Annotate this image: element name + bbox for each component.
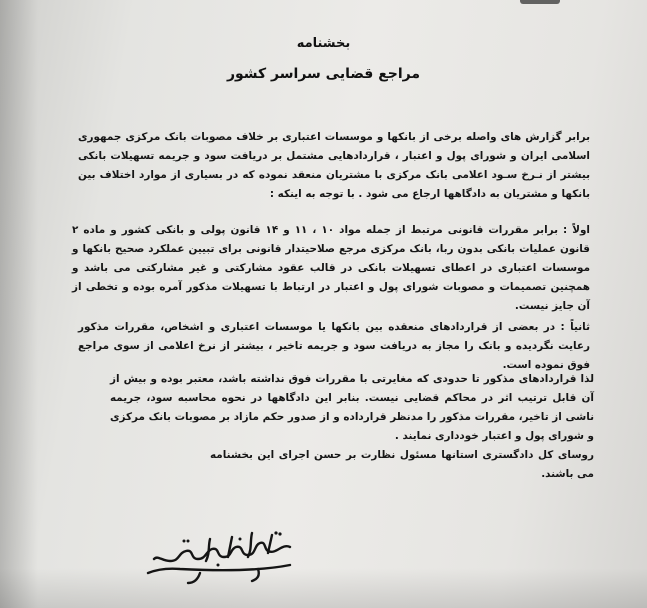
- paragraph-responsibility: روسای کل دادگستری استانها مسئول نظارت بر حسن اجرای این بخشنامه می باشند.: [210, 449, 594, 480]
- handwritten-signature: [140, 525, 300, 585]
- paragraph-intro: برابر گزارش های واصله برخی از بانکها و موسسات اعتباری بر خلاف مصوبات بانک مرکزی جمهوری اسلامی ایران و شورای پول و اعتبار ، قراردادهایی مشتمل بر دریافت سود و جریمه تسهیلات بانکی بیشتر از نـرخ سـود اعلامی بانک مرکزی با مشتریان منعقد نموده که در بسیاری از موارد اختلاف بین بانکها و مشتریان به دادگاهها ارجاع می شود . با توجه به اینکه :: [78, 131, 590, 200]
- page-shadow-left: [0, 0, 38, 608]
- document-subtitle: مراجع قضایی سراسر کشور: [226, 66, 421, 82]
- page-shadow-bottom: [0, 568, 647, 608]
- paragraph-first: اولاً : برابر مقررات قانونی مرتبط از جمله مواد ۱۰ ، ۱۱ و ۱۴ قانون پولی و بانکی کشور و ماده ۲ قانون عملیات بانکی بدون ربا، بانک مرکزی مرجع صلاحیتدار قانونی برای تبیین عملکرد صحیح بانکها و موسسات اعتباری در اعطای تسهیلات بانکی در قالب عقود مشارکتی و غیر مشارکتی می باشد و همچنین تصمیمات و مصوبات شورای پول و اعتبار در ارتباط با تسهیلات مذکور آمره بوده و تخطی از آن جایز نیست.: [72, 224, 590, 312]
- paragraph-second: ثانیاً : در بعضی از قراردادهای منعقده بین بانکها یا موسسات اعتباری و اشخاص، مقررات مذکور رعایت نگردیده و بانک را مجاز به دریافت سود و جریمه تاخیر ، بیشتر از نرخ اعلامی از سوی مراجع فوق نموده است.: [78, 321, 590, 371]
- document-title: بخشنامه: [296, 36, 351, 51]
- paragraph-conclusion: لذا قراردادهای مذکور تا حدودی که مغایرتی با مقررات فوق نداشته باشد، معتبر بوده و بیش از آن قابل ترتیب اثر در محاکم قضایی نیست. بنابر این دادگاهها در نحوه محاسبه سود، جریمه ناشی از تاخیر، مقررات مذکور را مدنظر قرارداده و از صدور حکم مازاد بر مصوبات بانک مرکزی و شورای پول و اعتبار خودداری نمایند .: [110, 373, 594, 442]
- letterhead-fragment: [520, 0, 560, 4]
